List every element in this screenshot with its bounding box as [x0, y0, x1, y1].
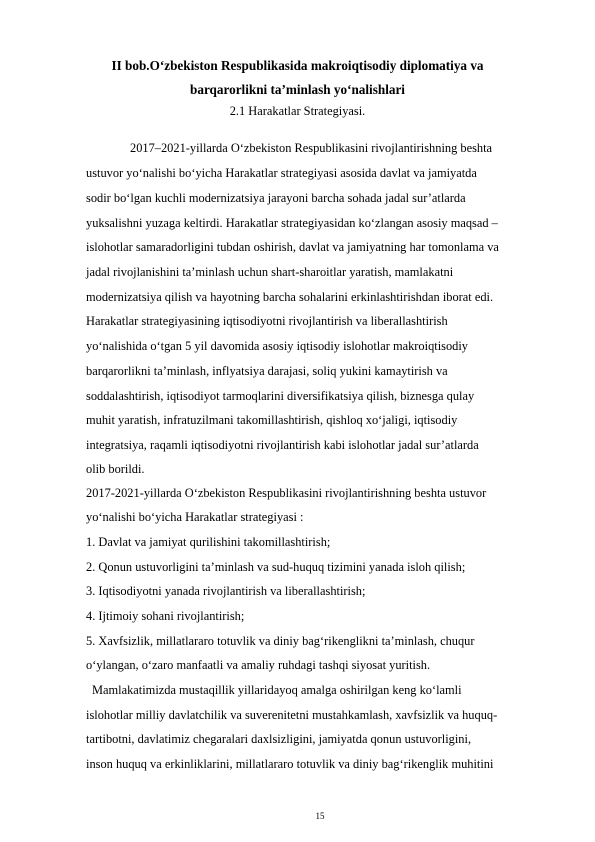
body-line: Mamlakatimizda mustaqillik yillaridayoq amalga oshirilgan keng ko‘lamli: [92, 683, 462, 697]
body-line: tartibotni, davlatimiz chegaralari daxlsizligini, jamiyatda qonun ustuvorligini,: [86, 732, 472, 746]
list-item: o‘ylangan, o‘zaro manfaatli va amaliy ruhdagi tashqi siyosat yuritish.: [86, 658, 431, 672]
chapter-title-line-1: II bob.O‘zbekiston Respublikasida makroiqtisodiy diplomatiya va: [111, 58, 484, 73]
body-line: soddalashtirish, iqtisodiyot tarmoqlarini diversifikatsiya qilish, biznesga qulay: [86, 389, 475, 403]
list-item: 4. Ijtimoiy sohani rivojlantirish;: [86, 609, 245, 623]
body-line: barqarorlikni ta’minlash, inflyatsiya darajasi, soliq yukini kamaytirish va: [86, 364, 448, 378]
body-line: 2017-2021-yillarda O‘zbekiston Respublikasini rivojlantirishning beshta ustuvor: [86, 486, 487, 500]
list-item: 5. Xavfsizlik, millatlararo totuvlik va diniy bag‘rikenglikni ta’minlash, chuqur: [86, 634, 475, 648]
body-line: modernizatsiya qilish va hayotning barcha sohalarini erkinlashtirishdan iborat edi.: [86, 290, 494, 304]
body-line: yo‘nalishi bo‘yicha Harakatlar strategiyasi :: [86, 510, 304, 524]
body-line: Harakatlar strategiyasining iqtisodiyotni rivojlantirish va liberallashtirish: [86, 314, 448, 328]
body-line: integratsiya, raqamli iqtisodiyotni rivojlantirish kabi islohotlar jadal sur’atlarda: [86, 438, 479, 452]
body-line: inson huquq va erkinliklarini, millatlararo totuvlik va diniy bag‘rikenglik muhitini: [86, 757, 494, 771]
body-line: ustuvor yo‘nalishi bo‘yicha Harakatlar strategiyasi asosida davlat va jamiyatda: [86, 166, 477, 180]
page-number: 15: [315, 811, 325, 821]
body-line: yuksalishni yuzaga keltirdi. Harakatlar strategiyasidan ko‘zlangan asosiy maqsad –: [86, 216, 498, 230]
body-line: islohotlar samaradorligini tubdan oshirish, davlat va jamiyatning har tomonlama va: [86, 240, 499, 254]
body-line: jadal rivojlanishini ta’minlash uchun shart-sharoitlar yaratish, mamlakatni: [86, 265, 454, 279]
body-line: yo‘nalishida o‘tgan 5 yil davomida asosiy iqtisodiy islohotlar makroiqtisodiy: [86, 339, 469, 353]
body-line: sodir bo‘lgan kuchli modernizatsiya jarayoni barcha sohada jadal sur’atlarda: [86, 191, 466, 205]
section-title: 2.1 Harakatlar Strategiyasi.: [229, 104, 366, 118]
list-item: 2. Qonun ustuvorligini ta’minlash va sud-huquq tizimini yanada isloh qilish;: [86, 560, 466, 574]
body-line: islohotlar milliy davlatchilik va suverenitetni mustahkamlash, xavfsizlik va huquq-: [86, 708, 498, 722]
body-line: muhit yaratish, infratuzilmani takomillashtirish, qishloq xo‘jaligi, iqtisodiy: [86, 413, 458, 427]
body-line: 2017–2021-yillarda O‘zbekiston Respublikasini rivojlantirishning beshta: [130, 141, 493, 155]
list-item: 1. Davlat va jamiyat qurilishini takomillashtirish;: [86, 535, 331, 549]
chapter-title-line-2: barqarorlikni ta’minlash yo‘nalishlari: [190, 82, 405, 97]
list-item: 3. Iqtisodiyotni yanada rivojlantirish va liberallashtirish;: [86, 584, 366, 598]
body-line: olib borildi.: [86, 462, 145, 476]
